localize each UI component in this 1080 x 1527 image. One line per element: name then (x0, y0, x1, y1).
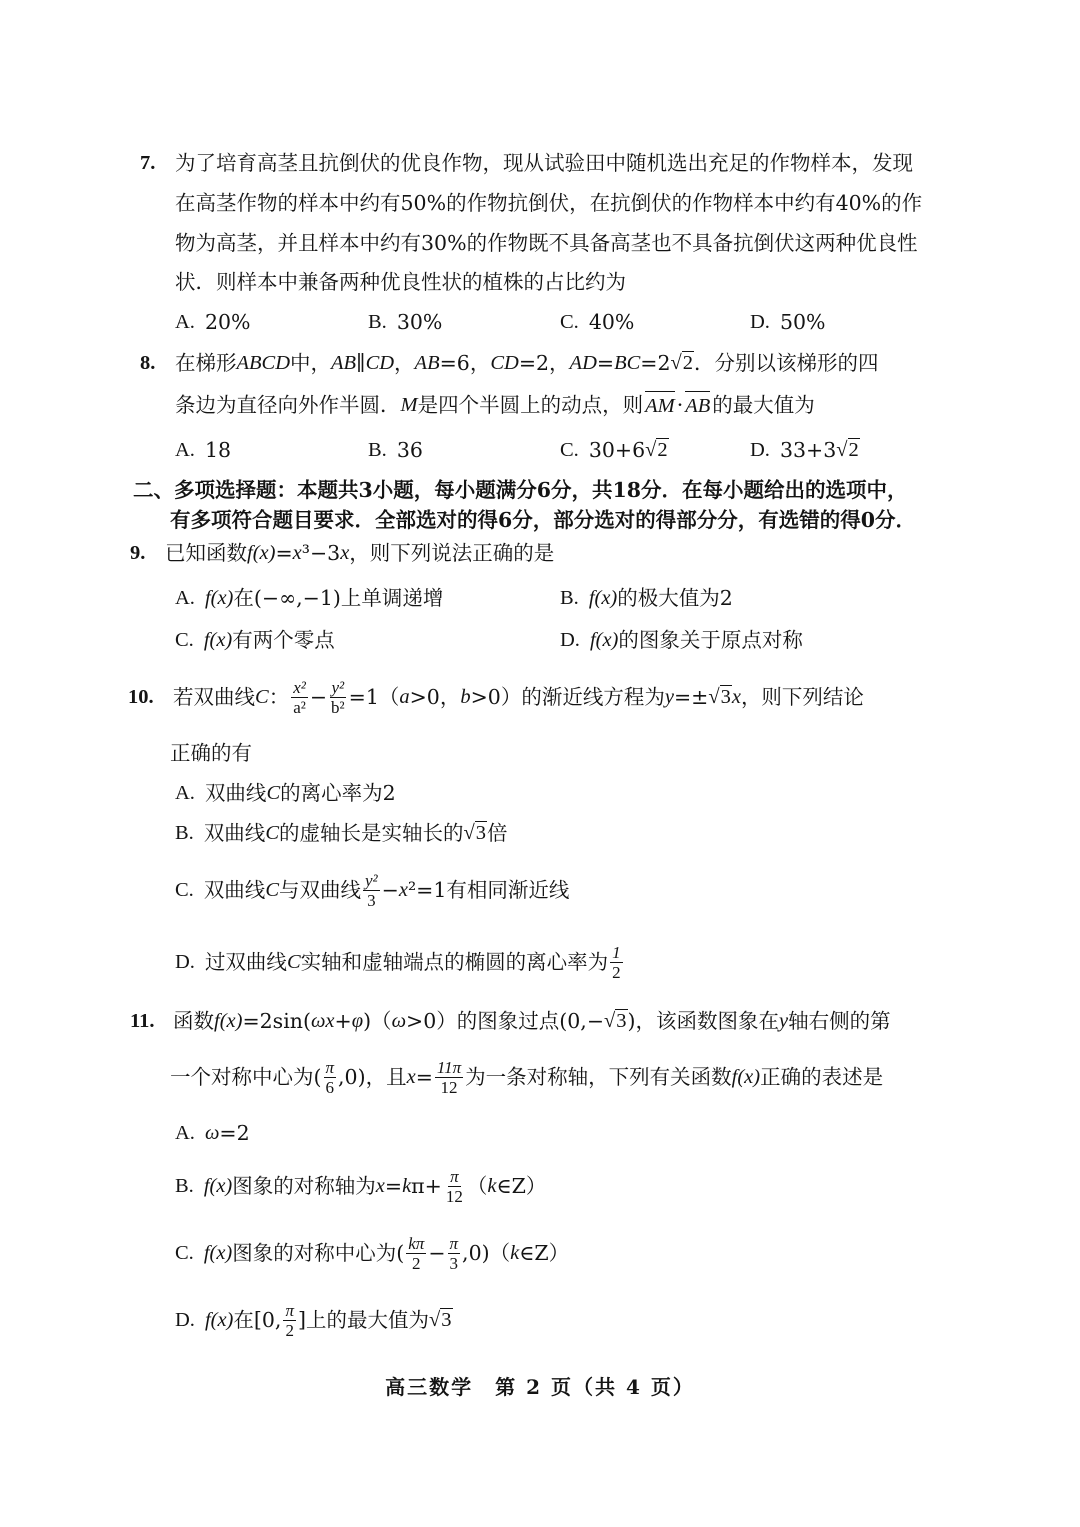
math-variable: C (265, 822, 279, 844)
sqrt-radicand: 2 (682, 352, 694, 374)
math-variable: b (460, 686, 471, 708)
option-d (175, 1300, 453, 1340)
text-run: ²=1有相同渐近线 (407, 878, 570, 902)
text-run: = (415, 1065, 433, 1089)
text-run: 物为高茎，并且样本中约有30%的作物既不具备高茎也不具备抗倒伏这两种优良性 (175, 231, 918, 255)
math-variable: ω (204, 1122, 220, 1144)
text-run: ∥ (356, 351, 366, 375)
question-text-line (173, 1007, 891, 1035)
text-run: 一个对称中心为( (170, 1065, 322, 1089)
sqrt-symbol: √ (428, 1309, 441, 1331)
math-variable: AD (569, 352, 597, 374)
option-label: D. (750, 439, 770, 461)
text-run: 40% (588, 310, 635, 334)
math-fraction (291, 678, 308, 717)
fraction-denominator: 2 (412, 1253, 421, 1273)
math-sqrt (464, 819, 488, 847)
text-run: 的离心率为2 (280, 781, 396, 805)
option-label: B. (560, 587, 579, 609)
question-text-line (170, 1057, 884, 1097)
fraction-numerator: π (449, 1233, 459, 1253)
text-run: ,0)，且 (338, 1065, 407, 1089)
option-d (750, 436, 860, 464)
sqrt-symbol: √ (604, 1010, 616, 1032)
option-c (175, 626, 335, 654)
option-label: C. (560, 439, 579, 461)
option-d (750, 308, 826, 336)
fraction-numerator: π (450, 1166, 459, 1186)
text-run: 实轴和虚轴端点的椭圆的离心率为 (300, 950, 609, 974)
math-variable: ω (391, 1010, 407, 1032)
math-variable: ωx (310, 1010, 335, 1032)
option-label: C. (175, 1242, 194, 1264)
fraction-denominator: 3 (367, 890, 376, 910)
option-c (175, 870, 570, 910)
math-variable: x (375, 1175, 385, 1197)
question-text-line (170, 739, 252, 767)
math-variable: f(x) (204, 1309, 234, 1331)
sqrt-symbol: √ (708, 686, 720, 708)
text-run: π+ (411, 1174, 442, 1198)
fraction-numerator: x² (293, 677, 306, 697)
question-text-line (175, 268, 626, 296)
math-variable: CD (490, 352, 519, 374)
text-run: 在高茎作物的样本中约有50%的作物抗倒伏，在抗倒伏的作物样本中约有40%的作 (175, 191, 923, 215)
sqrt-radicand: 3 (720, 686, 731, 708)
text-run: 与双曲线 (279, 878, 361, 902)
text-run: 20% (204, 310, 251, 334)
math-variable: M (400, 394, 418, 416)
text-run: 是四个半圆上的动点，则 (417, 393, 644, 417)
math-variable: AB (331, 352, 357, 374)
text-run: 的虚轴长是实轴长的 (279, 821, 464, 845)
text-run: >0， (409, 685, 461, 709)
question-text-line (175, 149, 913, 177)
text-run: 为一条对称轴，下列有关函数 (465, 1065, 732, 1089)
fraction-denominator: 6 (325, 1077, 335, 1097)
text-run: 图象的对称中心为( (232, 1241, 405, 1265)
text-run: =6， (439, 351, 491, 375)
question-number: 10. (128, 686, 154, 708)
text-run: =1（ (348, 685, 400, 709)
math-variable: y (779, 1010, 789, 1032)
math-sqrt (708, 683, 732, 711)
option-label: A. (175, 782, 195, 804)
option-label: A. (175, 1122, 195, 1144)
math-vector: AB (685, 391, 710, 420)
sqrt-radicand: 3 (616, 1010, 627, 1032)
math-variable: f(x) (589, 629, 619, 651)
text-run: ]上的最大值为 (297, 1308, 429, 1332)
option-label: C. (175, 879, 194, 901)
option-b (175, 1166, 547, 1206)
math-vector: AM (645, 391, 675, 420)
math-variable: f(x) (247, 542, 276, 564)
option-label: A. (175, 311, 195, 333)
math-variable: C (266, 782, 281, 804)
text-run: ．分别以该梯形的四 (694, 351, 879, 375)
text-run: 有两个零点 (232, 628, 335, 652)
text-run: 正确的表述是 (760, 1065, 884, 1089)
text-run: =2 (640, 351, 671, 375)
math-variable: x (398, 879, 408, 901)
question-text-line (165, 539, 554, 567)
text-run: − (381, 878, 399, 902)
math-variable: f(x) (588, 587, 618, 609)
sqrt-symbol: √ (836, 439, 848, 461)
option-c (560, 436, 669, 464)
question-text-line (175, 391, 815, 419)
text-run: 正确的有 (170, 741, 252, 765)
option-label: D. (750, 311, 770, 333)
math-variable: f(x) (214, 1010, 243, 1032)
option-a (175, 584, 443, 612)
math-variable: CD (365, 352, 395, 374)
text-run: ， (394, 351, 415, 375)
sqrt-radicand: 2 (657, 439, 668, 461)
text-run: ，则下列结论 (740, 685, 864, 709)
question-text-line (175, 229, 918, 257)
option-c (560, 308, 634, 336)
fraction-numerator: π (285, 1300, 294, 1320)
question-number: 9. (130, 542, 146, 564)
text-run: 在[0, (233, 1308, 282, 1332)
math-fraction (448, 1234, 461, 1273)
text-run: − (428, 1241, 446, 1265)
question-text-line (175, 189, 922, 217)
fraction-denominator: 2 (285, 1320, 294, 1340)
math-variable: k (487, 1175, 497, 1197)
option-a (175, 1119, 250, 1147)
section-heading-line (133, 476, 908, 504)
text-run: =2 (219, 1121, 250, 1145)
math-variable: y (664, 686, 674, 708)
text-run: 倍 (487, 821, 508, 845)
sqrt-symbol: √ (463, 822, 475, 844)
text-run: 18 (204, 438, 232, 462)
text-run: 状．则样本中兼备两种优良性状的植株的占比约为 (175, 270, 626, 294)
text-run: = (596, 351, 615, 375)
text-run: 若双曲线 (173, 685, 255, 709)
math-variable: f(x) (203, 1242, 233, 1264)
math-fraction (435, 1058, 463, 1097)
option-label: B. (175, 822, 194, 844)
option-b (368, 436, 423, 464)
sqrt-symbol: √ (670, 352, 682, 374)
text-run: )（ (363, 1009, 392, 1033)
text-run: 图象的对称轴为 (232, 1174, 376, 1198)
option-d (560, 626, 803, 654)
text-run: >0）的图象过点(0,− (406, 1009, 604, 1033)
text-run: 已知函数 (165, 541, 247, 565)
text-run: ∈Z） (496, 1174, 547, 1198)
fraction-numerator: kπ (408, 1233, 425, 1253)
math-fraction (329, 678, 347, 717)
sqrt-radicand: 3 (475, 822, 487, 844)
math-variable: a (399, 686, 410, 708)
text-run: =± (673, 685, 709, 709)
text-run: 的最大值为 (712, 393, 815, 417)
math-variable: x (292, 542, 302, 564)
math-variable: k (510, 1242, 520, 1264)
section-heading-line (170, 506, 916, 534)
math-variable: C (255, 686, 269, 708)
text-run: 条边为直径向外作半圆． (175, 393, 401, 417)
text-run: >0）的渐近线方程为 (470, 685, 665, 709)
math-sqrt (645, 436, 669, 464)
fraction-numerator: y² (331, 677, 345, 697)
text-run: + (334, 1009, 352, 1033)
math-variable: C (286, 951, 301, 973)
text-run: =2sin( (242, 1009, 311, 1033)
math-variable: x (406, 1066, 416, 1088)
text-run: （ (466, 1174, 488, 1198)
text-run: ³−3 (301, 541, 341, 565)
question-number: 8. (140, 352, 156, 374)
text-run: )，该函数图象在 (627, 1009, 780, 1033)
question-number: 11. (130, 1010, 155, 1032)
text-run: 的极大值为2 (617, 586, 733, 610)
text-run: 的图象关于原点对称 (618, 628, 803, 652)
text-run: 二、多项选择题：本题共3小题，每小题满分6分，共18分．在每小题给出的选项中， (133, 478, 908, 502)
text-run: 函数 (173, 1009, 214, 1033)
fraction-denominator: 3 (449, 1253, 459, 1273)
math-variable: φ (351, 1010, 364, 1032)
math-fraction (283, 1301, 296, 1340)
option-c (175, 1233, 570, 1273)
math-fraction (406, 1234, 426, 1273)
text-run: 33+3 (779, 438, 837, 462)
option-label: D. (560, 629, 580, 651)
math-variable: C (265, 879, 279, 901)
text-run: 在(−∞,−1)上单调递增 (233, 586, 444, 610)
math-variable: AB (414, 352, 440, 374)
math-fraction (444, 1167, 465, 1206)
text-run: = (384, 1174, 403, 1198)
math-fraction (363, 871, 380, 910)
option-label: D. (175, 951, 195, 973)
fraction-denominator: 12 (445, 1186, 463, 1206)
option-b (560, 584, 733, 612)
math-sqrt (671, 349, 695, 377)
text-run: 双曲线 (204, 781, 267, 805)
fraction-numerator: 1 (612, 942, 621, 962)
fraction-numerator: y² (365, 870, 378, 890)
option-a (175, 779, 396, 807)
fraction-denominator: 2 (612, 962, 621, 982)
math-fraction (324, 1058, 337, 1097)
math-variable: f(x) (203, 629, 233, 651)
math-variable: f(x) (204, 587, 234, 609)
fraction-denominator: a² (293, 697, 306, 717)
option-b (368, 308, 442, 336)
question-text-line (173, 677, 864, 717)
fraction-denominator: b² (331, 697, 345, 717)
sqrt-radicand: 3 (441, 1309, 452, 1331)
option-label: B. (368, 439, 387, 461)
sqrt-radicand: 2 (848, 439, 859, 461)
text-run: 中， (290, 351, 332, 375)
option-label: A. (175, 587, 195, 609)
text-run: 为了培育高茎且抗倒伏的优良作物，现从试验田中随机选出充足的作物样本，发现 (175, 151, 913, 175)
option-a (175, 308, 251, 336)
sqrt-symbol: √ (645, 439, 657, 461)
option-label: C. (175, 629, 194, 651)
option-d (175, 942, 625, 982)
text-run: 轴右侧的第 (788, 1009, 891, 1033)
text-run: =2， (518, 351, 570, 375)
text-run: 双曲线 (203, 878, 266, 902)
fraction-denominator: 12 (440, 1077, 458, 1097)
text-run: 有多项符合题目要求．全部选对的得6分，部分选对的得部分分，有选错的得0分． (170, 508, 917, 532)
option-label: A. (175, 439, 195, 461)
option-a (175, 436, 231, 464)
option-b (175, 819, 508, 847)
text-run: ∈Z） (519, 1241, 570, 1265)
question-text-line (175, 349, 879, 377)
math-variable: f(x) (203, 1175, 233, 1197)
text-run: 过双曲线 (204, 950, 287, 974)
option-label: D. (175, 1309, 195, 1331)
text-run: ： (268, 685, 290, 709)
option-label: B. (368, 311, 387, 333)
math-variable: x (731, 686, 741, 708)
page-footer: 高三数学 第 2 页（共 4 页） (385, 1375, 695, 1399)
math-variable: x (340, 542, 350, 564)
math-sqrt (836, 436, 860, 464)
math-variable: BC (614, 352, 641, 374)
text-run: · (676, 393, 684, 417)
text-run: ，则下列说法正确的是 (349, 541, 555, 565)
math-variable: ABCD (236, 352, 291, 374)
math-sqrt (429, 1306, 453, 1334)
fraction-numerator: 11π (436, 1057, 462, 1077)
math-fraction (610, 943, 623, 982)
option-label: C. (560, 311, 579, 333)
option-label: B. (175, 1175, 194, 1197)
text-run: 30% (396, 310, 443, 334)
math-sqrt (604, 1007, 628, 1035)
text-run: 36 (396, 438, 423, 462)
text-run: 30+6 (588, 438, 646, 462)
text-run: 双曲线 (203, 821, 266, 845)
text-run: 在梯形 (175, 351, 237, 375)
math-variable: f(x) (731, 1066, 761, 1088)
text-run: − (309, 685, 328, 709)
fraction-numerator: π (325, 1057, 335, 1077)
question-number: 7. (140, 152, 156, 174)
math-variable: k (402, 1175, 412, 1197)
text-run: = (275, 541, 293, 565)
text-run: ,0)（ (462, 1241, 511, 1265)
text-run: 50% (779, 310, 826, 334)
